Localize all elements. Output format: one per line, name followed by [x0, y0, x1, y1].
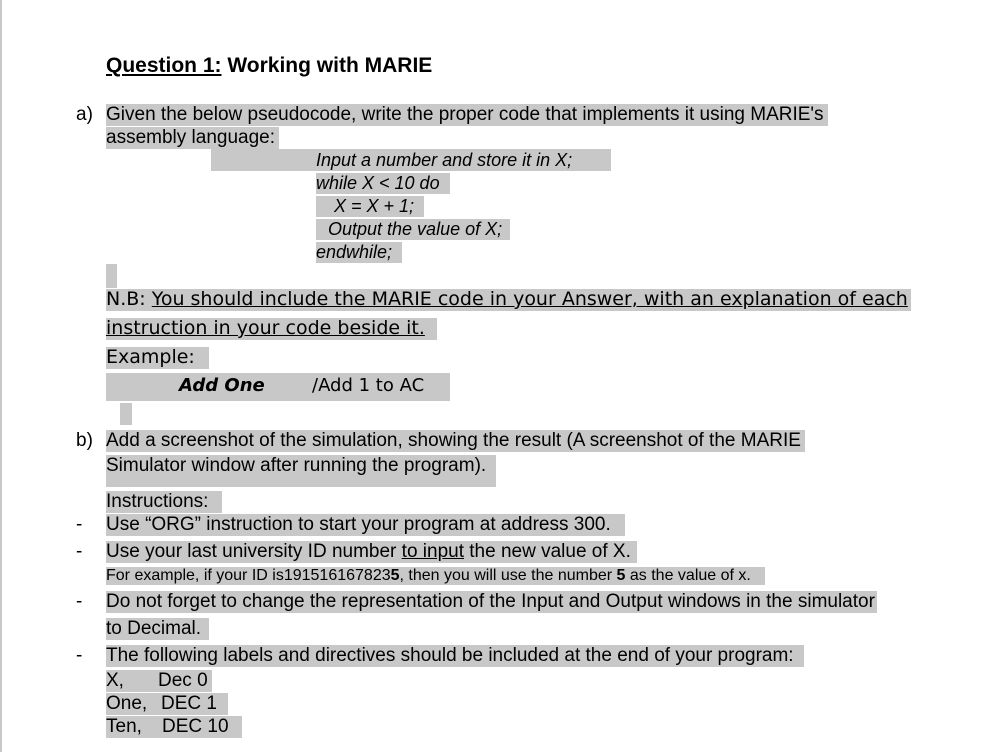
- instructions-label: Instructions:: [106, 491, 222, 513]
- dash-2: -: [76, 541, 83, 562]
- bullet-2-post: the new value of X.: [464, 541, 631, 562]
- spacer-highlight: [106, 264, 117, 288]
- bullet-3-line1: Do not forget to change the representation of the Input and Output windows in the simulator: [106, 591, 875, 612]
- directive-ten-label: Ten,: [106, 716, 142, 737]
- directive-ten-value: DEC 10: [162, 716, 229, 737]
- spacer-highlight-2: [120, 403, 132, 425]
- title-rest: Working with MARIE: [221, 54, 433, 77]
- dash-4: -: [76, 645, 83, 666]
- example-code: Add One: [179, 375, 265, 396]
- id-example-pre: For example, if your ID is191516167823: [106, 567, 391, 584]
- page-left-border: [0, 0, 2, 752]
- id-example-mid: , then you will use the number: [399, 567, 617, 584]
- page-title: [106, 54, 432, 78]
- part-a-line2: assembly language:: [106, 127, 279, 149]
- bullet-2: [106, 541, 637, 563]
- directive-x-value: Dec 0: [158, 670, 208, 691]
- directive-one-value: DEC 1: [161, 693, 217, 714]
- dash-3: -: [76, 591, 83, 612]
- directive-ten: [106, 716, 242, 738]
- part-a-line1: Given the below pseudocode, write the proper code that implements it using MARIE's: [106, 104, 828, 126]
- nb-line2: instruction in your code beside it.: [106, 318, 437, 340]
- id-example-post: as the value of x.: [625, 567, 751, 584]
- part-a-label: a): [76, 104, 93, 125]
- directive-x-label: X,: [106, 670, 124, 691]
- nb-text-1: You should include the MARIE code in your Answer, with an explanation of each: [151, 288, 908, 310]
- example-label: Example:: [106, 347, 209, 369]
- part-b-label: b): [76, 430, 93, 451]
- bullet-1: Use “ORG” instruction to start your program at address 300.: [106, 514, 625, 536]
- directive-one-label: One,: [106, 693, 148, 714]
- pseudo-line-4: Output the value of X;: [316, 219, 510, 240]
- pseudo-line-3: X = X + 1;: [316, 196, 424, 217]
- bullet-3-line2: to Decimal.: [106, 618, 209, 640]
- pseudo-line-5: endwhile;: [316, 242, 402, 263]
- nb-line1: [106, 289, 911, 311]
- pseudo-line-1: Input a number and store it in X;: [316, 150, 573, 170]
- part-b-line2: Simulator window after running the program).: [106, 455, 496, 487]
- title-prefix: Question 1:: [106, 54, 222, 77]
- id-example-bold: 5: [390, 567, 400, 584]
- id-example-bold2: 5: [616, 567, 626, 584]
- directive-x: [106, 670, 212, 692]
- pseudo-line-2: while X < 10 do: [316, 173, 450, 194]
- bullet-2-pre: Use your last university ID number: [106, 541, 402, 562]
- nb-prefix: N.B:: [106, 288, 152, 310]
- example-comment: /Add 1 to AC: [312, 375, 425, 396]
- bullet-2-link: to input: [401, 541, 464, 562]
- bullet-4: The following labels and directives should be included at the end of your program:: [106, 645, 804, 667]
- id-example: [106, 567, 765, 585]
- dash-1: -: [76, 514, 83, 535]
- part-b-line1: Add a screenshot of the simulation, showing the result (A screenshot of the MARIE: [106, 430, 805, 452]
- directive-one: [106, 693, 228, 715]
